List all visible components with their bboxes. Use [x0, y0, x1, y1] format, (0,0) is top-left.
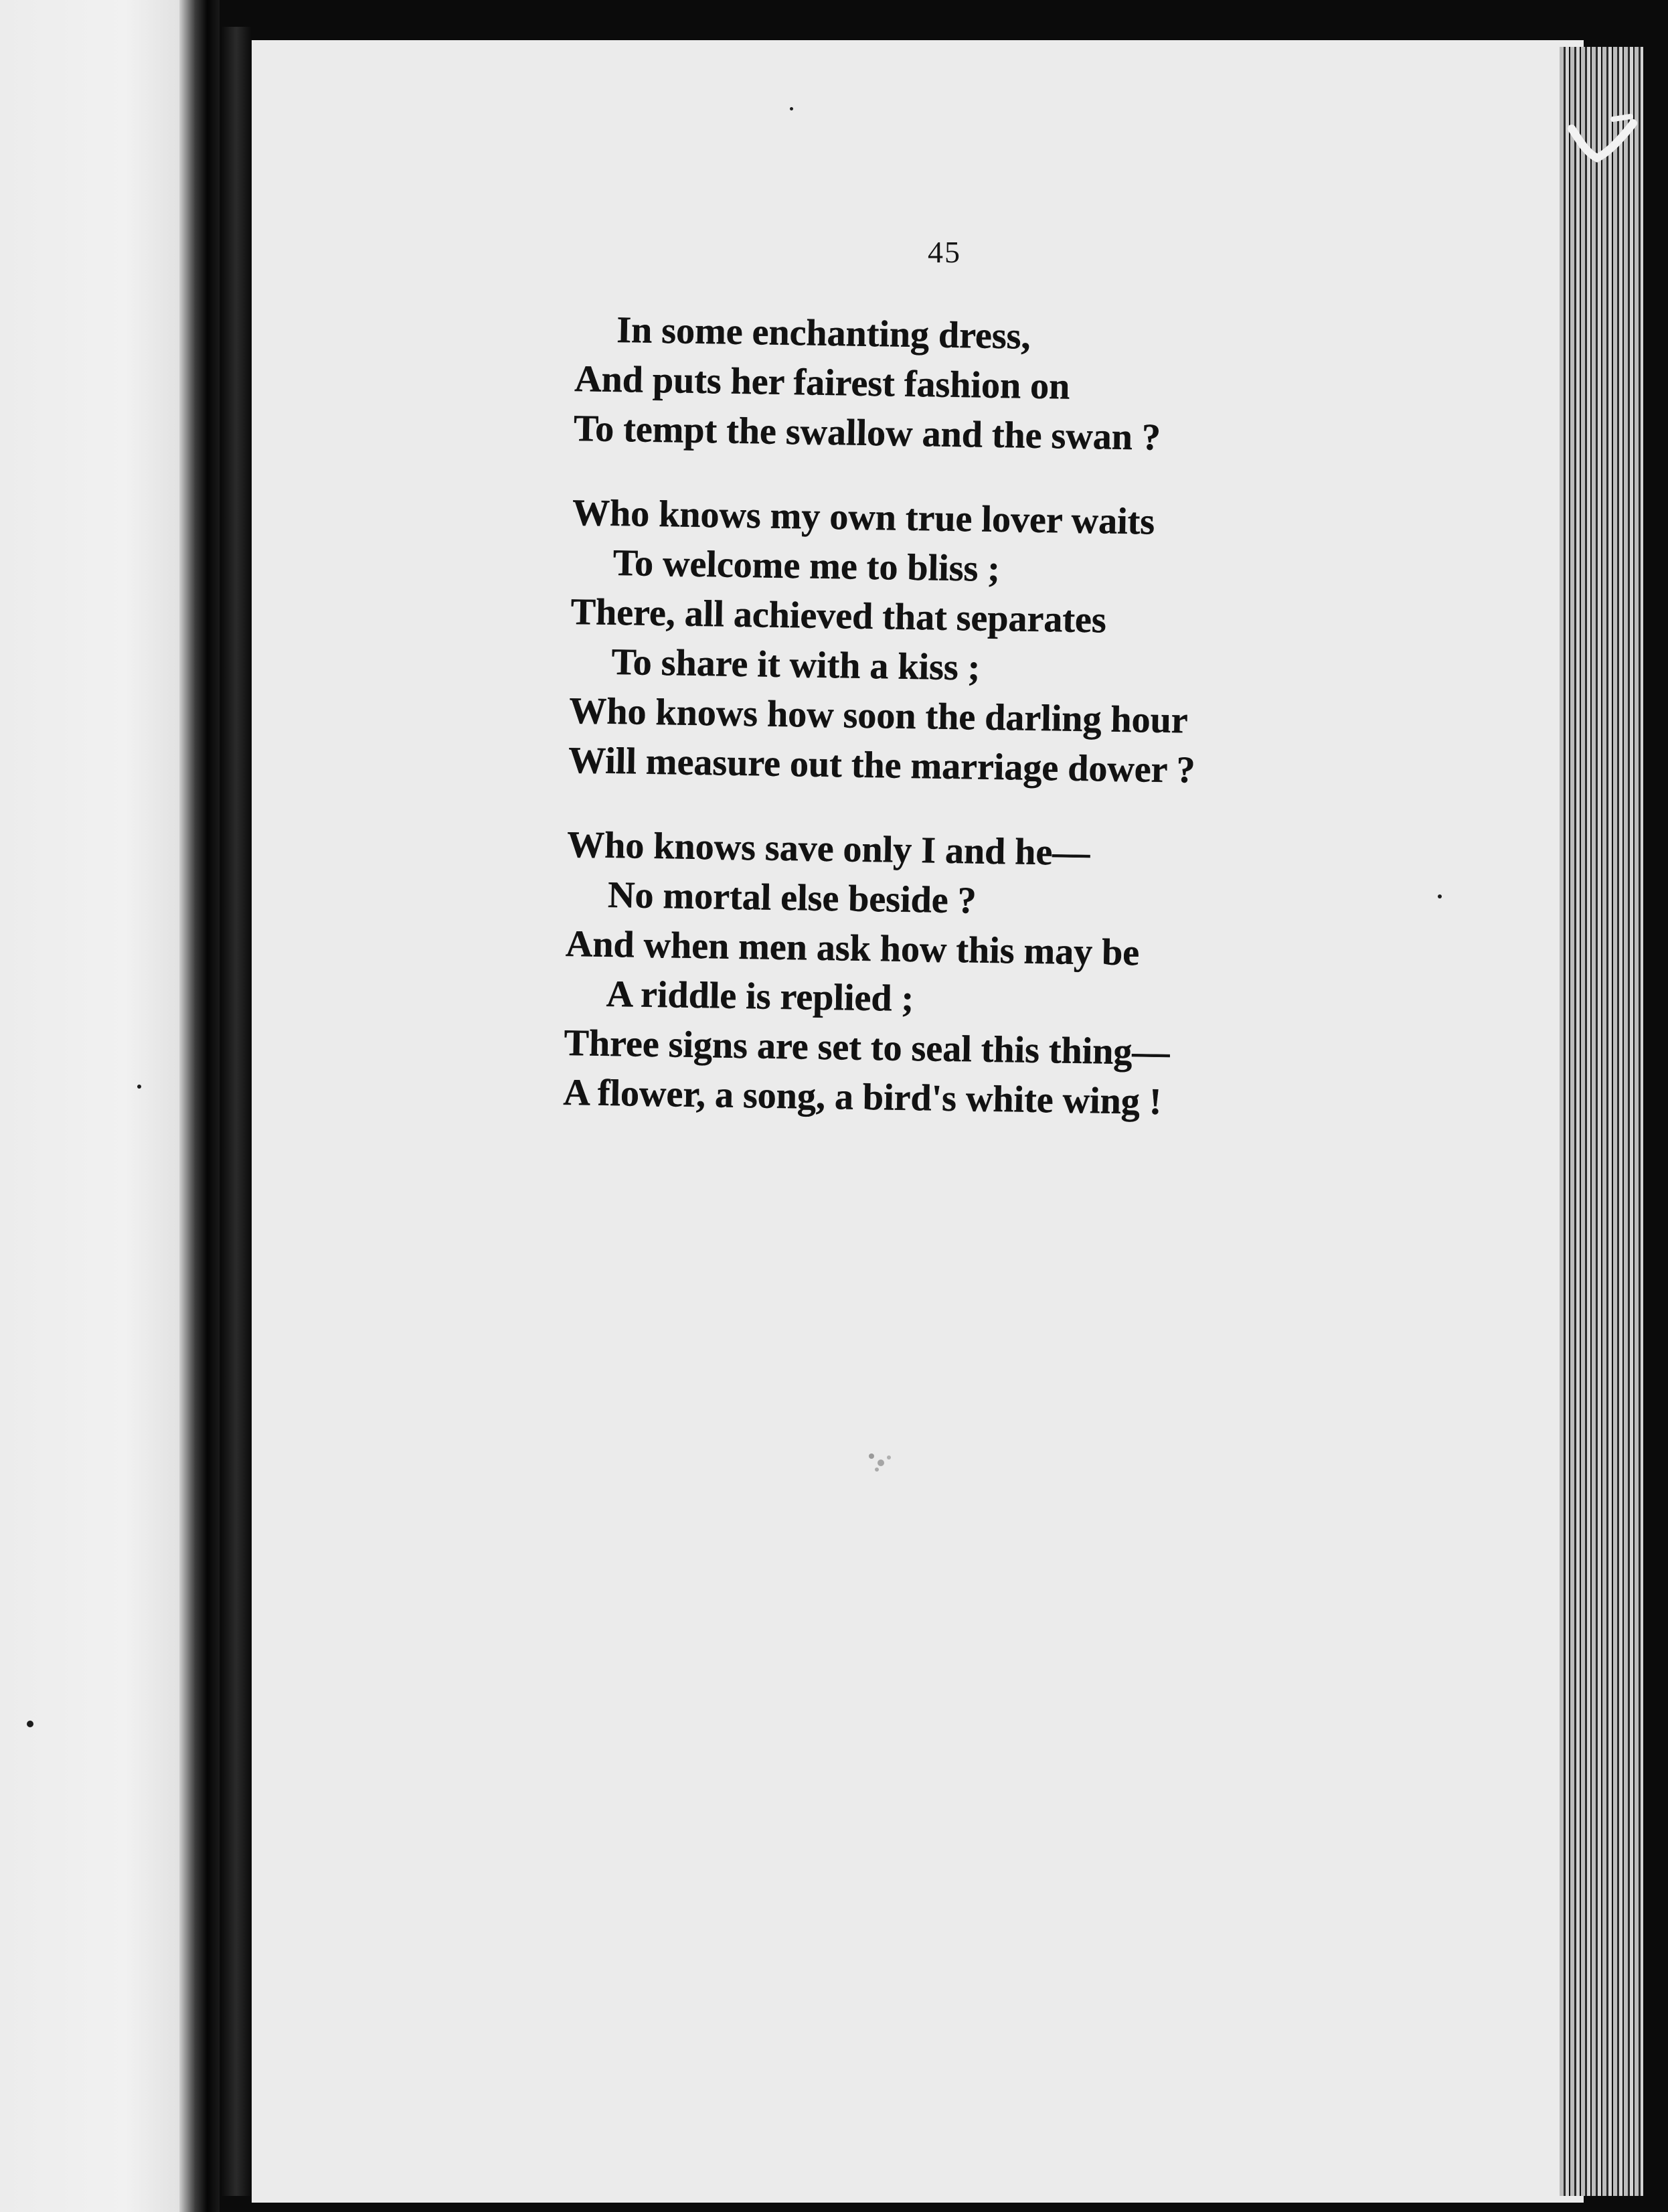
poem-line: Who knows save only I and he— [566, 823, 1090, 874]
binding-gutter [221, 27, 252, 2196]
check-mark-icon [1566, 114, 1640, 167]
scan-border [1643, 0, 1668, 2212]
poem-line: To share it with a kiss ; [611, 641, 981, 689]
smudge-mark [863, 1449, 897, 1474]
poem-line: There, all achieved that separates [570, 590, 1107, 641]
poem-line: And puts her fairest fashion on [574, 358, 1070, 408]
poem-line: Will measure out the marriage dower ? [568, 739, 1195, 791]
poem-line: To welcome me to bliss ; [612, 542, 1001, 590]
poem-line: A flower, a song, a bird's white wing ! [563, 1071, 1162, 1123]
gutter-shadow [179, 0, 220, 2212]
poem-line: No mortal else beside ? [607, 874, 977, 922]
poem-line: To tempt the swallow and the swan ? [573, 407, 1161, 459]
dust-speck [137, 1085, 141, 1089]
poem-line: And when men ask how this may be [565, 923, 1140, 974]
page-edges [1560, 47, 1643, 2196]
page-number: 45 [928, 235, 961, 269]
left-page [0, 0, 179, 2212]
poem-text [563, 305, 1352, 1129]
dust-speck [1438, 894, 1442, 898]
poem-line: Who knows my own true lover waits [572, 491, 1155, 543]
dust-speck [27, 1721, 33, 1727]
poem-line: In some enchanting dress, [616, 309, 1031, 358]
poem-line: A riddle is replied ; [606, 973, 914, 1020]
poem-line: Who knows how soon the darling hour [568, 690, 1189, 742]
dust-speck [790, 107, 793, 110]
poem-line: Three signs are set to seal this thing— [564, 1022, 1170, 1074]
